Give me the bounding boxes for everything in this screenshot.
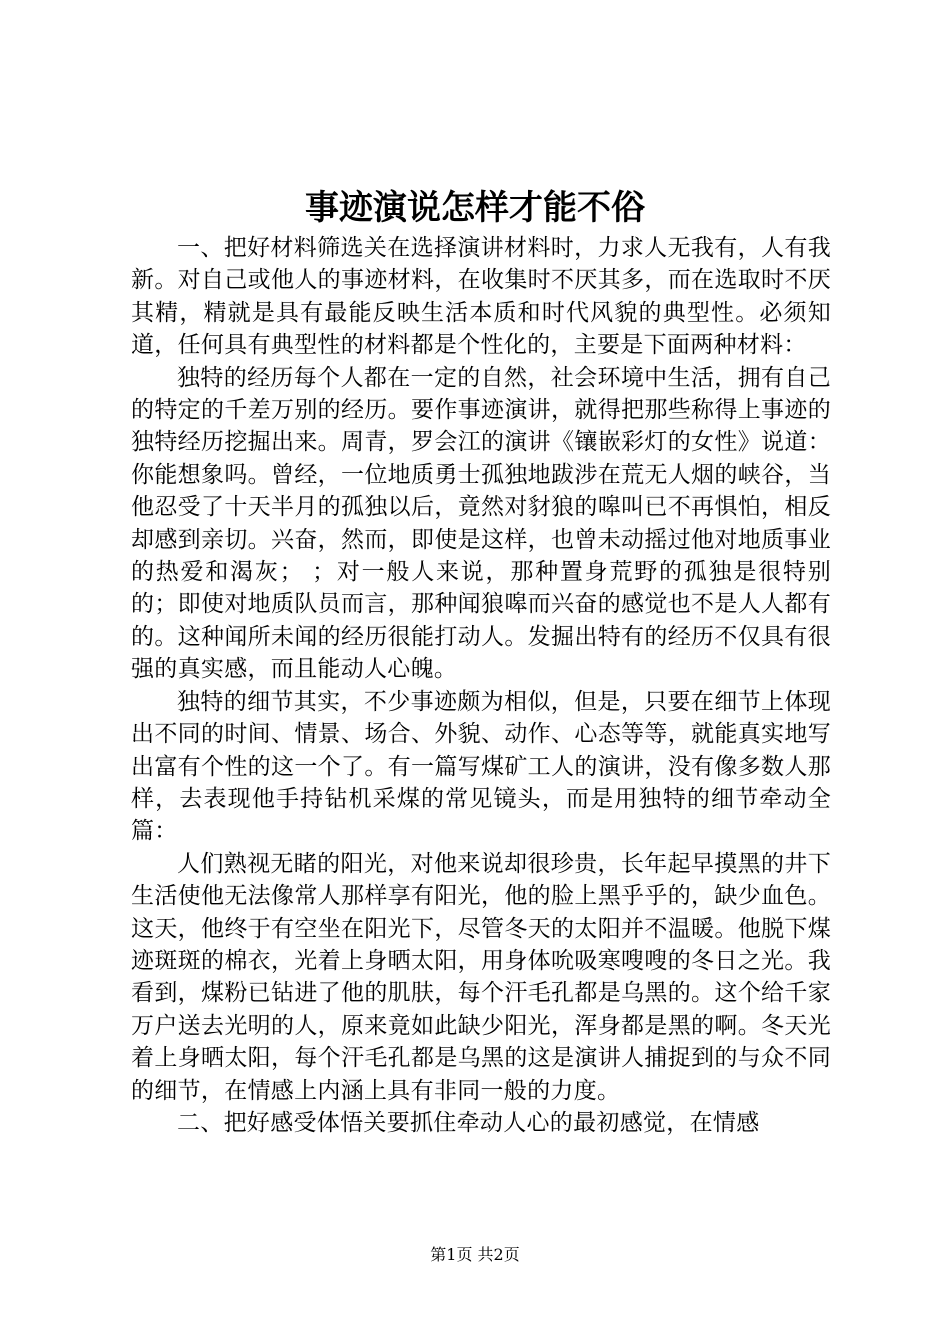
paragraph-unique-experience: 独特的经历每个人都在一定的自然，社会环境中生活，拥有自己的特定的千差万别的经历。要作事迹演讲，就得把那些称得上事迹的独特经历挖掘出来。周青，罗会江的演讲《镶嵌彩灯的女性》说道：你能想象吗。曾经，一位地质勇士孤独地跋涉在荒无人烟的峡谷，当他忍受了十天半月的孤独以后，竟然对豺狼的嗥叫已不再惧怕，相反却感到亲切。兴奋，然而，即使是这样，也曾未动摇过他对地质事业的热爱和渴灰； ；对一般人来说，那种置身荒野的孤独是很特别的；即使对地质队员而言，那种闻狼嗥而兴奋的感觉也不是人人都有的。这种闻所未闻的经历很能打动人。发掘出特有的经历不仅具有很强的真实感，而且能动人心魄。 — [131, 364, 831, 683]
paragraph-unique-details: 独特的细节其实，不少事迹颇为相似，但是，只要在细节上体现出不同的时间、情景、场合、外貌、动作、心态等等，就能真实地写出富有个性的这一个了。有一篇写煤矿工人的演讲，没有像多数人那样，去表现他手持钻机采煤的常见镜头，而是用独特的细节牵动全篇： — [131, 688, 831, 845]
paragraph-material-selection: 一、把好材料筛选关在选择演讲材料时，力求人无我有，人有我新。对自己或他人的事迹材料，在收集时不厌其多，而在选取时不厌其精，精就是具有最能反映生活本质和时代风貌的典型性。必须知道，任何具有典型性的材料都是个性化的，主要是下面两种材料： — [131, 235, 831, 359]
page-footer: 第1页 共2页 — [430, 1245, 520, 1264]
paragraph-miner-example: 人们熟视无睹的阳光，对他来说却很珍贵，长年起早摸黑的井下生活使他无法像常人那样享有阳光，他的脸上黑乎乎的，缺少血色。这天，他终于有空坐在阳光下，尽管冬天的太阳并不温暖。他脱下煤迹斑斑的棉衣，光着上身晒太阳，用身体吮吸寒嗖嗖的冬日之光。我看到，煤粉已钻进了他的肌肤，每个汗毛孔都是乌黑的。这个给千家万户送去光明的人，原来竟如此缺少阳光，浑身都是黑的啊。冬天光着上身晒太阳，每个汗毛孔都是乌黑的这是演讲人捕捉到的与众不同的细节，在情感上内涵上具有非同一般的力度。 — [131, 850, 831, 1104]
document-body — [131, 232, 831, 1139]
document-title: 事迹演说怎样才能不俗 — [305, 188, 645, 228]
paragraph-feeling-insight: 二、把好感受体悟关要抓住牵动人心的最初感觉，在情感 — [177, 1109, 760, 1136]
